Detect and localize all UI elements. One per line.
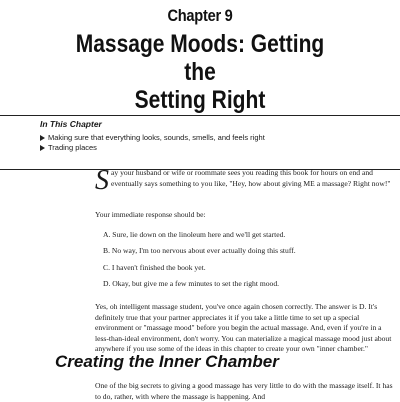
drop-cap: S (95, 165, 109, 196)
answer-option: B. No way, I'm too nervous about ever actually doing this stuff. (103, 246, 296, 256)
arrow-bullet-icon (40, 145, 45, 151)
section-heading: Creating the Inner Chamber (55, 352, 279, 371)
answer-explanation-paragraph: Yes, oh intelligent massage student, you've once again chosen correctly. The answer is D. It's definitely true that your partner appreciates it if you take a little time to set up a special environment or "massage mood" before you begin the actual massage. And, even if you're in a less-than-ideal environment, don't worry. You can materialize a magical massage mood just about anywhere if you use some of the ideas in this chapter to create your own "inner chamber." (95, 302, 392, 354)
chapter-topic-item (40, 133, 400, 143)
in-this-chapter-box (0, 115, 400, 170)
chapter-title-line-2: Setting Right (134, 86, 266, 114)
chapter-number: Chapter 9 (167, 6, 233, 25)
answer-option: D. Okay, but give me a few minutes to set the right mood. (103, 279, 280, 289)
intro-paragraph (95, 165, 395, 196)
answer-options-list (103, 227, 393, 293)
in-this-chapter-heading: In This Chapter (40, 119, 102, 129)
chapter-topic-text: Trading places (48, 143, 97, 152)
chapter-title (66, 30, 335, 114)
chapter-title-line-1: Massage Moods: Getting the (75, 30, 325, 86)
arrow-bullet-icon (40, 135, 45, 141)
chapter-topic-item (40, 143, 400, 153)
response-prompt: Your immediate response should be: (95, 210, 206, 219)
intro-text: ay your husband or wife or roommate sees you reading this book for hours on end and eventually says something to you like, "Hey, how about giving ME a massage? Right now!" (111, 168, 391, 188)
section-paragraph: One of the big secrets to giving a good massage has very little to do with the massage itself. It has to do, rather, with where the massage is happening. And (95, 381, 393, 401)
chapter-topic-text: Making sure that everything looks, sounds, smells, and feels right (48, 133, 265, 142)
answer-option: A. Sure, lie down on the linoleum here and we'll get started. (103, 230, 286, 239)
answer-option: C. I haven't finished the book yet. (103, 262, 206, 272)
